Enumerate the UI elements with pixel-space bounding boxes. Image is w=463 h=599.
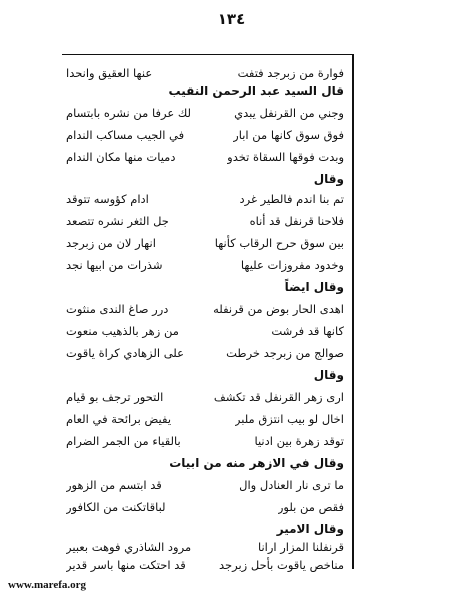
poet-heading [66, 277, 344, 297]
verse-right-hemistich: قرنفلنا المزار ارانا [257, 540, 344, 554]
verse-line [66, 555, 344, 575]
verse-left-hemistich: لباقاتكنت من الكافور [66, 500, 166, 514]
verse-line [66, 409, 344, 429]
verse-right-hemistich: ما ترى نار العنادل وال [239, 478, 344, 492]
verse-right-hemistich: توقد زهرة بين ادنيا [254, 434, 344, 448]
verse-line [66, 343, 344, 363]
verse-right-hemistich: فوق سوق كانها من ابار [233, 128, 344, 142]
heading-text: قال السيد عبد الرحمن النقيب [168, 84, 344, 98]
verse-line [66, 431, 344, 451]
verse-left-hemistich: جل الثغر نشره تتصعد [66, 214, 169, 228]
verse-line [66, 475, 344, 495]
verse-line [66, 233, 344, 253]
text-frame [62, 54, 354, 572]
heading-text: وقال ايضاً [284, 280, 344, 294]
heading-text: وقال [313, 368, 344, 382]
verse-line [66, 189, 344, 209]
verse-left-hemistich: مرود الشاذري فوهت بعبير [66, 540, 192, 554]
verse-right-hemistich: فقص من بلور [277, 500, 344, 514]
verse-left-hemistich: من زهر بالذهيب منعوت [66, 324, 179, 338]
verse-line [66, 299, 344, 319]
poet-heading [66, 169, 344, 189]
verse-left-hemistich: في الجيب مساكب الندام [66, 128, 185, 142]
verse-left-hemistich: التحور ترجف بو قيام [66, 390, 164, 404]
verse-left-hemistich: قد ابتسم من الزهور [66, 478, 162, 492]
verse-left-hemistich: شذرات من ابيها نجد [66, 258, 163, 272]
poet-heading [66, 81, 344, 101]
verse-right-hemistich: ارى زهر القرنفل قد تكشف [213, 390, 344, 404]
verse-right-hemistich: فلاحنا قرنفل قد أناه [249, 214, 344, 228]
footer-url: www.marefa.org [8, 579, 86, 591]
poet-heading [66, 453, 344, 473]
poet-heading [66, 519, 344, 539]
verse-right-hemistich: وخدود مفروزات عليها [240, 258, 344, 272]
verse-left-hemistich: على الزهادي كراة ياقوت [66, 346, 184, 360]
verse-left-hemistich: بالقياء من الجمر الضرام [66, 434, 181, 448]
verse-left-hemistich: عنها العقيق وانحدا [66, 66, 153, 80]
heading-text: وقال [313, 172, 344, 186]
verse-right-hemistich: وبدت فوقها السقاة تخدو [227, 150, 344, 164]
verse-right-hemistich: صوالج من زبرجد خرطت [226, 346, 344, 360]
verse-line [66, 63, 344, 83]
verse-right-hemistich: تم بنا اندم فالطير غرد [239, 192, 344, 206]
heading-text: وقال في الازهر منه من ابيات [169, 456, 344, 470]
verse-left-hemistich: قد احتكت منها باسر قدير [66, 558, 186, 572]
verse-line [66, 147, 344, 167]
verse-right-hemistich: مناخص ياقوت بأحل زبرجد [218, 558, 344, 572]
verse-line [66, 103, 344, 123]
verse-right-hemistich: كانها قد فرشت [271, 324, 344, 338]
verse-right-hemistich: وجني من القرنفل يبدي [234, 106, 344, 120]
verse-left-hemistich: انهار لان من زبرجد [66, 236, 156, 250]
poet-heading [66, 365, 344, 385]
verse-right-hemistich: بين سوق حرح الرقاب كأنها [214, 236, 344, 250]
verse-left-hemistich: درر صاغ الندى منثوت [66, 302, 169, 316]
heading-text: وقال الامير [276, 522, 344, 536]
verse-left-hemistich: يفيض برائحة في العام [66, 412, 172, 426]
verse-left-hemistich: لك عرفا من نشره بابتسام [66, 106, 192, 120]
verse-right-hemistich: اخال لو بيب انتزق ملبر [234, 412, 344, 426]
verse-line [66, 255, 344, 275]
verse-line [66, 497, 344, 517]
verse-left-hemistich: ادام كؤوسه تتوقد [66, 192, 149, 206]
verse-line [66, 125, 344, 145]
verse-right-hemistich: فوارة من زبرجد فتفت [237, 66, 344, 80]
verse-right-hemistich: اهدى الحار بوض من قرنفله [213, 302, 344, 316]
verse-line [66, 211, 344, 231]
verse-line [66, 387, 344, 407]
verse-line [66, 321, 344, 341]
page-number: ١٣٤ [217, 10, 246, 28]
verse-line [66, 537, 344, 557]
verse-left-hemistich: دميات منها مكان الندام [66, 150, 176, 164]
